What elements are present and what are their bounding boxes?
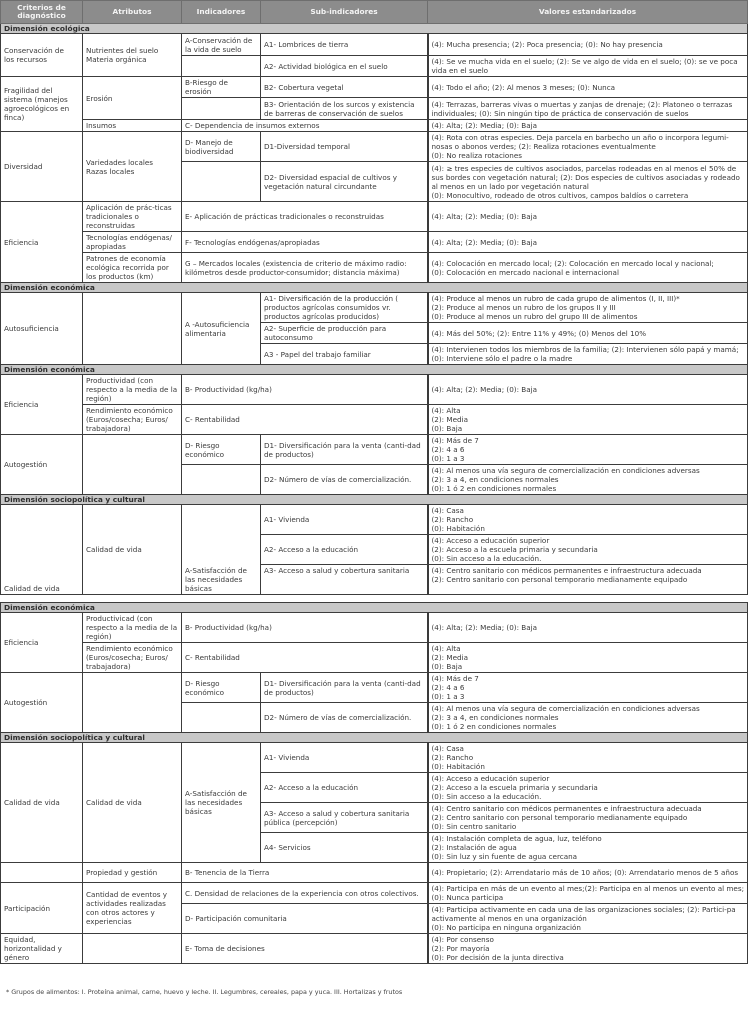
indicador-cell: A-Conservación de la vida de suelo	[182, 34, 261, 56]
table-row	[1, 505, 748, 535]
sub-indicador-cell: A2- Acceso a la educación	[261, 773, 428, 803]
criterio-cell: Fragilidad del sistema (manejos agroecológicos en finca)	[1, 77, 83, 132]
sub-indicador-cell: D2- Diversidad espacial de cultivos y vegetación natural circundante	[261, 162, 428, 202]
atributo-cell: Insumos	[83, 120, 182, 132]
sub-indicador-cell: A3- Acceso a salud y cobertura sanitaria pública (percepción)	[261, 803, 428, 833]
atributo-cell: Nutrientes del suelo Materia orgánica	[83, 34, 182, 77]
criterio-cell: Conservación de los recursos	[1, 34, 83, 77]
section-dimension-sociopolitica: Dimensión sociopolítica y cultural	[1, 733, 748, 743]
sub-indicador-cell: B2- Cobertura vegetal	[261, 77, 428, 98]
table-row	[1, 120, 748, 132]
header-valores: Valores estandarizados	[428, 1, 748, 24]
section-dimension-economica: Dimensión económica	[1, 283, 748, 293]
indicador-cell: C- Rentabilidad	[182, 643, 428, 673]
criterio-cell: Eficiencia	[1, 202, 83, 283]
indicador-cell: B- Productividad (kg/ha)	[182, 613, 428, 643]
table-row	[1, 132, 748, 162]
atributo-cell: Aplicación de prác-ticas tradicionales o reconstruidas	[83, 202, 182, 232]
table-row	[1, 34, 748, 56]
table-fragment-2	[0, 602, 751, 964]
indicador-cell: C- Dependencia de insumos externos	[182, 120, 428, 132]
indicador-cell: F- Tecnologías endógenas/apropiadas	[182, 232, 428, 253]
table-row	[1, 883, 748, 904]
valor-cell: (4): Más del 50%; (2): Entre 11% y 49%; (0) Menos del 10%	[428, 323, 748, 344]
table-row	[1, 613, 748, 643]
sub-indicador-cell: D2- Número de vías de comercialización.	[261, 465, 428, 495]
valor-cell: (4): Acceso a educación superior (2): Acceso a la escuela primaria y secundaria (0): Sin acceso a la educación.	[428, 535, 748, 565]
indicador-cell: D- Manejo de biodiversidad	[182, 132, 261, 162]
valor-cell: (4): Centro sanitario con médicos permanentes e infraestructura adecuada (2): Centro sanitario con personal temporario medianamente equipado (0): Sin centro sanitario	[428, 803, 748, 833]
valor-cell: (4): Por consenso (2): Por mayoría (0): Por decisión de la junta directiva	[428, 934, 748, 964]
sub-indicador-cell: A4- Servicios	[261, 833, 428, 863]
table-row	[1, 435, 748, 465]
indicador-cell: B- Productividad (kg/ha)	[182, 375, 428, 405]
indicador-cell: D- Riesgo económico	[182, 435, 261, 465]
section-dimension-economica: Dimensión económica	[1, 603, 748, 613]
header-row	[1, 1, 748, 24]
valor-cell: (4): Participa activamente en cada una de las organizaciones sociales; (2): Partici-pa activamente al menos en una organización (0): No participa en ninguna organización	[428, 904, 748, 934]
criterio-cell: Autogestión	[1, 673, 83, 733]
atributo-cell: Erosión	[83, 77, 182, 120]
valor-cell: (4): Al menos una vía segura de comercialización en condiciones adversas (2): 3 a 4, en condiciones normales (0): 1 ó 2 en condiciones normales	[428, 703, 748, 733]
valor-cell: (4): Instalación completa de agua, luz, teléfono (2): Instalación de agua (0): Sin luz y sin fuente de agua cercana	[428, 833, 748, 863]
section-band	[1, 603, 748, 613]
indicador-cell-empty	[182, 703, 261, 733]
sub-indicador-cell: A3- Acceso a salud y cobertura sanitaria	[261, 565, 428, 595]
sub-indicador-cell: D1- Diversificación para la venta (canti-dad de productos)	[261, 673, 428, 703]
criterio-cell: Autosuficiencia	[1, 293, 83, 365]
valor-cell: (4): Mucha presencia; (2): Poca presencia; (0): No hay presencia	[428, 34, 748, 56]
atributo-cell: Rendimiento económico (Euros/cosecha; Euros/ trabajadora)	[83, 643, 182, 673]
atributo-cell: Cantidad de eventos y actividades realizadas con otros actores y experiencias	[83, 883, 182, 934]
atributo-cell: Tecnologías endógenas/ apropiadas	[83, 232, 182, 253]
valor-cell: (4): Alta (2): Media (0): Baja	[428, 643, 748, 673]
table-row	[1, 293, 748, 323]
valor-cell: (4): Participa en más de un evento al mes;(2): Participa en al menos un evento al mes; (0): Nunca participa	[428, 883, 748, 904]
table-row	[1, 375, 748, 405]
header-sub-indicadores: Sub-indicadores	[261, 1, 428, 24]
valor-cell: (4): Produce al menos un rubro de cada grupo de alimentos (I, II, III)* (2): Produce al menos un rubro de los grupos II y III (0): Produce al menos un rubro del grupo III de alimentos	[428, 293, 748, 323]
valor-cell: (4): Alta; (2): Media; (0): Baja	[428, 202, 748, 232]
section-dimension-ecologica: Dimensión ecológica	[1, 24, 748, 34]
indicador-cell: G – Mercados locales (existencia de criterio de máximo radio: kilómetros desde productor-consumidor; distancia máxima)	[182, 253, 428, 283]
table-row	[1, 202, 748, 232]
indicador-cell: D- Riesgo económico	[182, 673, 261, 703]
footnote: * Grupos de alimentos: I. Proteína animal, carne, huevo y leche. II. Legumbres, cereales, papa y yuca. III. Hortalizas y frutos	[6, 988, 403, 996]
sub-indicador-cell: D2- Número de vías de comercialización.	[261, 703, 428, 733]
valor-cell: (4): Más de 7 (2): 4 a 6 (0): 1 a 3	[428, 673, 748, 703]
indicador-cell: A -Autosuficiencia alimentaria	[182, 293, 261, 365]
indicador-cell-empty	[182, 98, 261, 120]
atributo-cell: Patrones de economía ecológica recorrida por los productos (km)	[83, 253, 182, 283]
criterio-cell: Calidad de vida	[1, 505, 83, 595]
valor-cell: (4): Rota con otras especies. Deja parcela en barbecho un año o incorpora legumi-nosas o abonos verdes; (2): Realiza rotaciones eventualmente (0): No realiza rotaciones	[428, 132, 748, 162]
header-criterios: Criterios de diagnóstico	[1, 1, 83, 24]
sub-indicador-cell: A2- Actividad biológica en el suelo	[261, 56, 428, 77]
section-dimension-economica: Dimensión económica	[1, 365, 748, 375]
atributo-cell: Calidad de vida	[83, 505, 182, 595]
valor-cell: (4): Alta (2): Media (0): Baja	[428, 405, 748, 435]
criterio-cell: Participación	[1, 883, 83, 934]
diagnostic-table-2	[0, 602, 748, 964]
atributo-cell: Productividad (con respecto a la media de la región)	[83, 375, 182, 405]
atributo-cell: Calidad de vida	[83, 743, 182, 863]
atributo-cell-empty	[83, 435, 182, 495]
criterio-cell: Equidad, horizontalidad y género	[1, 934, 83, 964]
table-row	[1, 743, 748, 773]
valor-cell: (4): Todo el año; (2): Al menos 3 meses; (0): Nunca	[428, 77, 748, 98]
indicador-cell: D- Participación comunitaria	[182, 904, 428, 934]
indicador-cell: C- Rentabilidad	[182, 405, 428, 435]
valor-cell: (4): Alta; (2): Media; (0): Baja	[428, 375, 748, 405]
atributo-cell: Productivicad (con respecto a la media de la región)	[83, 613, 182, 643]
section-band	[1, 24, 748, 34]
valor-cell: (4): Al menos una vía segura de comercialización en condiciones adversas (2): 3 a 4, en condiciones normales (0): 1 ó 2 en condiciones normales	[428, 465, 748, 495]
section-band	[1, 495, 748, 505]
valor-cell: (4): Colocación en mercado local; (2): Colocación en mercado local y nacional; (0): Colocación en mercado nacional e internacional	[428, 253, 748, 283]
indicador-cell-empty	[182, 56, 261, 77]
table-row	[1, 77, 748, 98]
sub-indicador-cell: A3 - Papel del trabajo familiar	[261, 344, 428, 365]
section-band	[1, 283, 748, 293]
section-band	[1, 733, 748, 743]
valor-cell: (4): Centro sanitario con médicos permanentes e infraestructura adecuada (2): Centro sanitario con personal temporario medianamente equipado	[428, 565, 748, 595]
valor-cell: (4): Más de 7 (2): 4 a 6 (0): 1 a 3	[428, 435, 748, 465]
sub-indicador-cell: A1- Lombrices de tierra	[261, 34, 428, 56]
table-row	[1, 405, 748, 435]
criterio-cell: Diversidad	[1, 132, 83, 202]
valor-cell: (4): Casa (2): Rancho (0): Habitación	[428, 505, 748, 535]
valor-cell: (4): Intervienen todos los miembros de la familia; (2): Intervienen sólo papá y mamá; (0): Interviene sólo el padre o la madre	[428, 344, 748, 365]
valor-cell: (4): Se ve mucha vida en el suelo; (2): Se ve algo de vida en el suelo; (0): se ve poca vida en el suelo	[428, 56, 748, 77]
atributo-cell-empty	[83, 934, 182, 964]
sub-indicador-cell: A2- Acceso a la educación	[261, 535, 428, 565]
valor-cell: (4): Casa (2): Rancho (0): Habitación	[428, 743, 748, 773]
valor-cell: (4): Propietario; (2): Arrendatario más de 10 años; (0): Arrendatario menos de 5 años	[428, 863, 748, 883]
criterio-cell: Eficiencia	[1, 375, 83, 435]
indicador-cell: C. Densidad de relaciones de la experiencia con otros colectivos.	[182, 883, 428, 904]
valor-cell: (4): Terrazas, barreras vivas o muertas y zanjas de drenaje; (2): Platoneo o terrazas individuales; (0): Sin ningún tipo de práctica de conservación de suelos	[428, 98, 748, 120]
sub-indicador-cell: A1- Diversificación de la producción ( productos agrícolas consumidos vr. productos agrícolas producidos)	[261, 293, 428, 323]
criterio-cell: Calidad de vida	[1, 743, 83, 863]
section-band	[1, 365, 748, 375]
section-dimension-sociopolitica: Dimensión sociopolítica y cultural	[1, 495, 748, 505]
indicador-cell-empty	[182, 465, 261, 495]
table-row	[1, 232, 748, 253]
table-row	[1, 863, 748, 883]
criterio-cell: Autogestión	[1, 435, 83, 495]
indicador-cell-empty	[182, 162, 261, 202]
atributo-cell: Rendimiento económico (Euros/cosecha; Euros/ trabajadora)	[83, 405, 182, 435]
indicador-cell: B-Riesgo de erosión	[182, 77, 261, 98]
indicador-cell: E- Toma de decisiones	[182, 934, 428, 964]
table-row	[1, 253, 748, 283]
sub-indicador-cell: D1- Diversificación para la venta (canti-dad de productos)	[261, 435, 428, 465]
criterio-cell-empty	[1, 863, 83, 883]
atributo-cell-empty	[83, 293, 182, 365]
criterio-cell: Eficiencia	[1, 613, 83, 673]
sub-indicador-cell: A1- Vivienda	[261, 505, 428, 535]
atributo-cell: Propiedad y gestión	[83, 863, 182, 883]
indicador-cell: E- Aplicación de prácticas tradicionales o reconstruidas	[182, 202, 428, 232]
sub-indicador-cell: A1- Vivienda	[261, 743, 428, 773]
valor-cell: (4): Alta; (2): Media; (0): Baja	[428, 232, 748, 253]
indicador-cell: B- Tenencia de la Tierra	[182, 863, 428, 883]
indicador-cell: A-Satisfacción de las necesidades básicas	[182, 505, 261, 595]
sub-indicador-cell: A2- Superficie de producción para autoconsumo	[261, 323, 428, 344]
header-indicadores: Indicadores	[182, 1, 261, 24]
valor-cell: (4): Acceso a educación superior (2): Acceso a la escuela primaria y secundaria (0): Sin acceso a la educación.	[428, 773, 748, 803]
valor-cell: (4): ≥ tres especies de cultivos asociados, parcelas rodeadas en al menos el 50% de sus bordes con vegetación natural; (2): Dos especies de cultivos asociadas y rodeado al menos en un lado por vegetación natural (0): Monocultivo, rodeado de otros cultivos, campos baldíos o carretera	[428, 162, 748, 202]
sub-indicador-cell: B3- Orientación de los surcos y existencia de barreras de conservación de suelos	[261, 98, 428, 120]
indicador-cell: A-Satisfacción de las necesidades básicas	[182, 743, 261, 863]
valor-cell: (4): Alta; (2): Media; (0): Baja	[428, 120, 748, 132]
atributo-cell-empty	[83, 673, 182, 733]
sub-indicador-cell: D1-Diversidad temporal	[261, 132, 428, 162]
table-row	[1, 673, 748, 703]
header-atributos: Atributos	[83, 1, 182, 24]
table-row	[1, 643, 748, 673]
atributo-cell: Variedades locales Razas locales	[83, 132, 182, 202]
valor-cell: (4): Alta; (2): Media; (0): Baja	[428, 613, 748, 643]
table-row	[1, 934, 748, 964]
